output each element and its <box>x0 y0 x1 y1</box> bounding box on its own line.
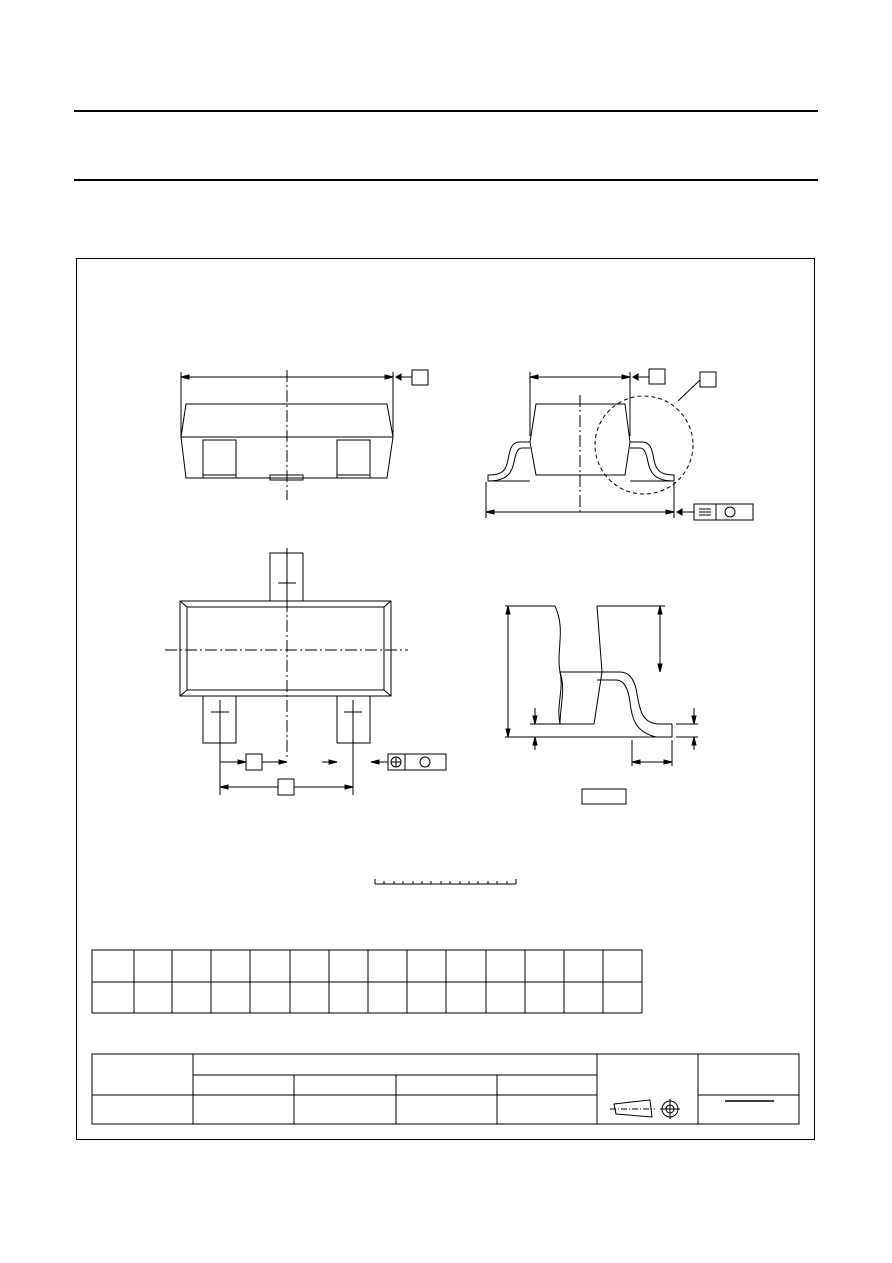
top-view <box>165 548 446 795</box>
detail-label-box <box>700 372 716 387</box>
datum-box <box>246 754 262 770</box>
projection-symbol-icon <box>610 1099 680 1119</box>
dimension-table <box>92 950 642 1013</box>
end-view <box>486 369 753 520</box>
detail-caption-box <box>582 789 626 804</box>
datum-box <box>412 370 428 385</box>
title-block <box>92 1054 799 1124</box>
side-view <box>181 370 428 500</box>
scale-bar <box>375 879 516 884</box>
datum-box <box>278 779 294 795</box>
lead-detail <box>505 606 698 804</box>
datum-box <box>649 369 665 384</box>
